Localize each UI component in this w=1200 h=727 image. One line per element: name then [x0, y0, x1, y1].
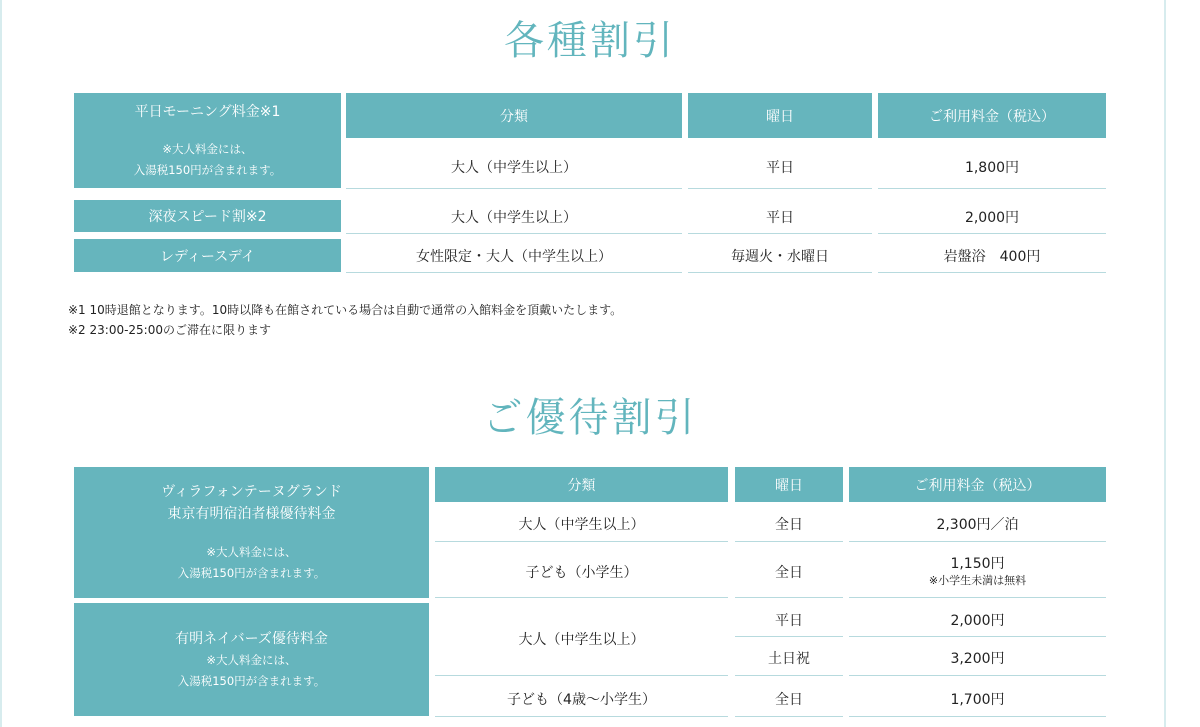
neighbors-plan-label — [74, 603, 429, 716]
ladies-day: 毎週火・水曜日 — [688, 239, 872, 273]
neighbors-adult-day-weekend: 土日祝 — [735, 641, 843, 676]
discount-header-day: 曜日 — [688, 93, 872, 138]
morning-price: 1,800円 — [878, 145, 1106, 189]
morning-day: 平日 — [688, 145, 872, 189]
special-section-title: ご優待割引 — [482, 395, 698, 441]
morning-plan-label — [74, 93, 341, 188]
villa-plan-name-1: ヴィラフォンテーヌグランド — [161, 484, 342, 500]
discount-note-1: ※1 10時退館となります。10時以降も在館されている場合は自動で通常の入館料金を頂戴いたします。 — [68, 303, 623, 317]
frame-left-border — [0, 0, 2, 727]
villa-adult-category: 大人（中学生以上） — [435, 506, 728, 542]
villa-child-category: 子ども（小学生） — [435, 546, 728, 598]
special-header-day: 曜日 — [735, 467, 843, 502]
villa-child-price-note: ※小学生未満は無料 — [928, 573, 1027, 587]
villa-plan-note-2: 入湯税150円が含まれます。 — [177, 566, 326, 580]
ladies-plan-label: レディースデイ — [74, 239, 341, 272]
villa-child-price: 1,150円 — [950, 555, 1005, 572]
villa-child-day: 全日 — [735, 546, 843, 598]
speed-price: 2,000円 — [878, 200, 1106, 234]
ladies-price: 岩盤浴 400円 — [878, 239, 1106, 273]
neighbors-plan-note-2: 入湯税150円が含まれます。 — [177, 673, 326, 688]
neighbors-adult-price-weekend: 3,200円 — [849, 641, 1106, 676]
villa-plan-name-2: 東京有明宿泊者様優待料金 — [167, 506, 336, 522]
special-header-category: 分類 — [435, 467, 728, 502]
villa-child-price-cell — [849, 546, 1106, 598]
ladies-category: 女性限定・大人（中学生以上） — [346, 239, 682, 273]
frame-right-border — [1164, 0, 1166, 727]
discount-section-title: 各種割引 — [504, 18, 676, 64]
morning-plan-name: 平日モーニング料金※1 — [134, 103, 281, 120]
villa-plan-label — [74, 467, 429, 598]
speed-category: 大人（中学生以上） — [346, 200, 682, 234]
speed-day: 平日 — [688, 200, 872, 234]
neighbors-plan-note-1: ※大人料金には、 — [206, 652, 297, 667]
morning-plan-note-2: 入湯税150円が含まれます。 — [133, 162, 282, 177]
neighbors-plan-name: 有明ネイバーズ優待料金 — [175, 630, 328, 647]
discount-header-price: ご利用料金（税込） — [878, 93, 1106, 138]
morning-category: 大人（中学生以上） — [346, 145, 682, 189]
morning-plan-note-1: ※大人料金には、 — [162, 141, 253, 156]
villa-plan-note-1: ※大人料金には、 — [206, 545, 297, 559]
special-header-price: ご利用料金（税込） — [849, 467, 1106, 502]
neighbors-child-price: 1,700円 — [849, 681, 1106, 717]
neighbors-adult-category: 大人（中学生以上） — [435, 603, 728, 676]
speed-plan-label: 深夜スピード割※2 — [74, 200, 341, 232]
villa-adult-price: 2,300円／泊 — [849, 506, 1106, 542]
villa-adult-day: 全日 — [735, 506, 843, 542]
neighbors-child-day: 全日 — [735, 681, 843, 717]
neighbors-child-category: 子ども（4歳〜小学生） — [435, 681, 728, 717]
neighbors-adult-price-weekday: 2,000円 — [849, 603, 1106, 637]
discount-header-category: 分類 — [346, 93, 682, 138]
discount-note-2: ※2 23:00-25:00のご滞在に限ります — [68, 323, 271, 337]
neighbors-adult-day-weekday: 平日 — [735, 603, 843, 637]
